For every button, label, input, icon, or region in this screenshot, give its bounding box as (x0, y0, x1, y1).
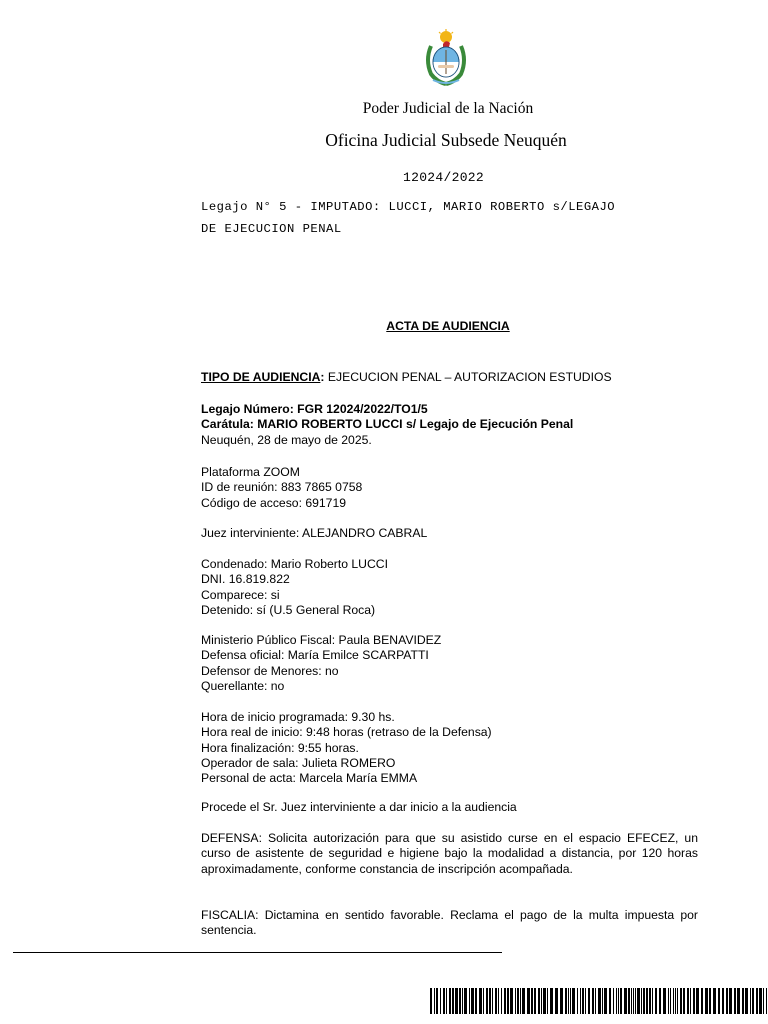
judge-block (201, 526, 698, 541)
barcode-bar (520, 988, 521, 1014)
office-title: Oficina Judicial Subsede Neuquén (325, 130, 567, 150)
barcode-bar (635, 988, 636, 1014)
barcode-bar (673, 988, 674, 1014)
fiscalia-block (201, 908, 698, 939)
legajo-heading (201, 196, 701, 240)
barcode-bar (543, 988, 546, 1014)
barcode-bar (742, 988, 744, 1014)
barcode-bar (745, 988, 748, 1014)
barcode-bar (628, 988, 630, 1014)
barcode-bar (763, 988, 764, 1014)
defensa-text: DEFENSA: Solicita autorización para que su asistido curse en el espacio EFECEZ, un curso de asistente de seguridad e higiene bajo la modalidad a distancia, por 120 horas aproximadamente, conforme constancia de inscripción acompañada. (201, 831, 698, 876)
barcode-bar (670, 988, 671, 1014)
barcode-bar (510, 988, 513, 1014)
parties-block (201, 633, 698, 694)
barcode-bar (565, 988, 567, 1014)
legajo-line-2: DE EJECUCION PENAL (201, 222, 342, 236)
barcode-bar (613, 988, 614, 1014)
barcode-bar (709, 988, 711, 1014)
barcode-bar (572, 988, 575, 1014)
querellante: Querellante: no (201, 678, 285, 693)
hora-fin: Hora finalización: 9:55 horas. (201, 740, 359, 755)
personal-acta: Personal de acta: Marcela María EMMA (201, 771, 418, 786)
condenado-detenido: Detenido: sí (U.5 General Roca) (201, 602, 376, 617)
barcode-bar (580, 988, 581, 1014)
barcode-bar (641, 988, 642, 1014)
tipo-value: EJECUCION PENAL – AUTORIZACION ESTUDIOS (324, 370, 612, 384)
barcode-bar (498, 988, 499, 1014)
caratula-value: MARIO ROBERTO LUCCI s/ Legajo de Ejecución Penal (257, 417, 574, 432)
meeting-id: ID de reunión: 883 7865 0758 (201, 480, 363, 495)
barcode-bar (459, 988, 461, 1014)
barcode-bar (486, 988, 488, 1014)
barcode-bar (434, 988, 435, 1014)
barcode-bar (452, 988, 454, 1014)
barcode-bar (668, 988, 669, 1014)
barcode-bar (436, 988, 438, 1014)
barcode-bar (582, 988, 584, 1014)
barcode-bar (471, 988, 474, 1014)
barcode-bar (722, 988, 724, 1014)
barcode-bar (495, 988, 497, 1014)
judge: Juez interviniente: ALEJANDRO CABRAL (201, 526, 428, 540)
barcode-bar (534, 988, 536, 1014)
barcode-bar (501, 988, 502, 1014)
barcode-bar (541, 988, 542, 1014)
barcode-bar (659, 988, 661, 1014)
barcode-bar (766, 988, 767, 1014)
barcode-bar (475, 988, 477, 1014)
platform-name: Plataforma ZOOM (201, 465, 300, 479)
barcode-bar (624, 988, 627, 1014)
barcode-bar (633, 988, 634, 1014)
barcode-bar (577, 988, 578, 1014)
barcode-bar (443, 988, 445, 1014)
tipo-audiencia: TIPO DE AUDIENCIA: EJECUCION PENAL – AUTORIZACION ESTUDIOS (201, 370, 612, 384)
fiscal: Ministerio Público Fiscal: Paula BENAVIDEZ (201, 633, 442, 647)
legajo-numero: Legajo Número: FGR 12024/2022/TO1/5 (201, 402, 428, 416)
caratula-label: Carátula: (201, 417, 258, 432)
barcode-bar (449, 988, 451, 1014)
case-number: 12024/2022 (403, 170, 485, 185)
barcode-bar (726, 988, 728, 1014)
barcode-bar (655, 988, 657, 1014)
legajo-line-1: Legajo N° 5 - IMPUTADO: LUCCI, MARIO ROBERTO s/LEGAJO (201, 200, 616, 214)
barcode-bar (489, 988, 491, 1014)
barcode-bar (696, 988, 699, 1014)
barcode-bar (631, 988, 632, 1014)
barcode-bar (492, 988, 493, 1014)
barcode-bar (734, 988, 736, 1014)
barcode-bar (643, 988, 645, 1014)
barcode-bar (756, 988, 758, 1014)
barcode-bar (515, 988, 516, 1014)
barcode-bar (690, 988, 691, 1014)
defensa-block (201, 831, 698, 877)
case-block (201, 402, 698, 448)
barcode-bar (462, 988, 463, 1014)
barcode-bar (649, 988, 651, 1014)
times-block (201, 710, 698, 786)
platform-block (201, 465, 698, 511)
barcode-bar (517, 988, 519, 1014)
barcode-bar (507, 988, 509, 1014)
barcode-bar (701, 988, 703, 1014)
barcode-bar (693, 988, 695, 1014)
barcode-bar (464, 988, 467, 1014)
barcode-bar (602, 988, 603, 1014)
barcode-bar (683, 988, 685, 1014)
barcode-bar (750, 988, 751, 1014)
condenado-block (201, 557, 698, 618)
barcode-bar (560, 988, 563, 1014)
barcode-bar (718, 988, 720, 1014)
barcode-bar (618, 988, 619, 1014)
barcode-bar (646, 988, 648, 1014)
barcode-bar (446, 988, 447, 1014)
access-code: Código de acceso: 691719 (201, 495, 347, 510)
barcode-bar (737, 988, 740, 1014)
barcode-bar (677, 988, 678, 1014)
barcode-bar (604, 988, 607, 1014)
barcode-bar (479, 988, 482, 1014)
barcode-bar (680, 988, 682, 1014)
fiscalia-text: FISCALIA: Dictamina en sentido favorable. Reclama el pago de la multa impuesta por sentencia. (201, 908, 698, 938)
barcode-bar (598, 988, 601, 1014)
barcode-bar (687, 988, 689, 1014)
barcode-bar (440, 988, 441, 1014)
argentina-coat-of-arms-icon (423, 28, 469, 86)
barcode-bar (675, 988, 676, 1014)
operador-sala: Operador de sala: Julieta ROMERO (201, 755, 396, 770)
procede-block (201, 800, 698, 815)
barcode-bar (538, 988, 540, 1014)
barcode-bar (522, 988, 525, 1014)
barcode-bar (592, 988, 594, 1014)
barcode-bar (570, 988, 571, 1014)
condenado-name: Condenado: Mario Roberto LUCCI (201, 557, 388, 571)
barcode-bar (527, 988, 530, 1014)
barcode-bar (609, 988, 611, 1014)
barcode-icon (430, 988, 768, 1014)
barcode-bar (588, 988, 590, 1014)
barcode-bar (705, 988, 708, 1014)
condenado-comparece: Comparece: si (201, 587, 280, 602)
barcode-bar (550, 988, 553, 1014)
barcode-bar (663, 988, 666, 1014)
procede-text: Procede el Sr. Juez interviniente a dar inicio a la audiencia (201, 800, 517, 814)
tipo-label: TIPO DE AUDIENCIA (201, 370, 321, 384)
institution-title: Poder Judicial de la Nación (362, 100, 534, 117)
barcode-bar (455, 988, 458, 1014)
hora-programada: Hora de inicio programada: 9.30 hs. (201, 710, 395, 724)
barcode-bar (568, 988, 569, 1014)
barcode-bar (555, 988, 558, 1014)
barcode-bar (759, 988, 762, 1014)
barcode-bar (469, 988, 470, 1014)
barcode-bar (595, 988, 596, 1014)
barcode-bar (585, 988, 586, 1014)
barcode-bar (430, 988, 432, 1014)
barcode-bar (504, 988, 506, 1014)
condenado-dni: DNI. 16.819.822 (201, 572, 290, 587)
barcode-bar (713, 988, 716, 1014)
defensor-menores: Defensor de Menores: no (201, 663, 339, 678)
barcode-bar (752, 988, 754, 1014)
barcode-bar (637, 988, 640, 1014)
footer-divider (13, 952, 502, 953)
barcode-bar (616, 988, 617, 1014)
barcode-bar (620, 988, 622, 1014)
barcode-bar (531, 988, 533, 1014)
barcode-bar (652, 988, 653, 1014)
document-title: ACTA DE AUDIENCIA (386, 319, 510, 333)
barcode-bar (483, 988, 484, 1014)
place-date: Neuquén, 28 de mayo de 2025. (201, 432, 372, 447)
barcode-bar (547, 988, 548, 1014)
hora-real: Hora real de inicio: 9:48 horas (retraso de la Defensa) (201, 725, 492, 740)
defensa-oficial: Defensa oficial: María Emilce SCARPATTI (201, 648, 429, 663)
barcode-bar (729, 988, 732, 1014)
